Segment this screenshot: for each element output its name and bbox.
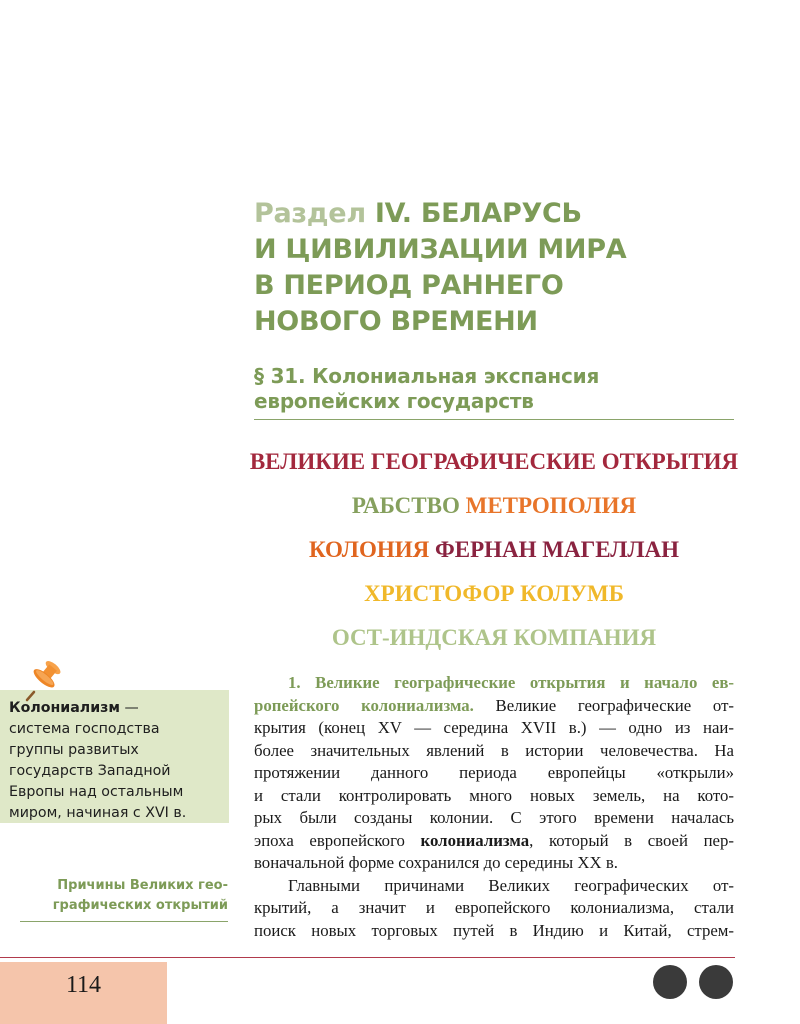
section-title — [254, 196, 734, 340]
bold-term-colonialism: колониализма — [420, 830, 530, 850]
body-line-1: 1. Великие географические открытия и начало ев- — [288, 673, 734, 692]
paragraph-title-line-1: § 31. Колониальная экспансия — [254, 364, 600, 388]
margin-note-divider — [20, 921, 228, 922]
keyword-east-india-company: ОСТ-ИНДСКАЯ КОМПАНИЯ — [331, 625, 657, 650]
paragraph-title-line-2: европейских государств — [254, 389, 534, 413]
footer-dot-icon-2 — [699, 965, 733, 999]
footer-divider — [0, 957, 735, 958]
keywords-row-5 — [248, 616, 740, 660]
keywords-row-3 — [248, 528, 740, 572]
section-prefix: Раздел — [254, 198, 366, 229]
keyword-great-discoveries: ВЕЛИКИЕ ГЕОГРАФИЧЕСКИЕ ОТКРЫТИЯ — [249, 449, 739, 474]
footer-dot-icon-1 — [653, 965, 687, 999]
body-line-8-end: , который в своей пер- — [529, 830, 734, 850]
definition-dash: — — [119, 700, 139, 716]
definition-line-6: миром, начиная с XVI в. — [9, 805, 187, 821]
section-number: IV. БЕЛАРУСЬ — [374, 198, 582, 229]
definition-term: Колониализм — [9, 700, 120, 716]
definition-line-1 — [9, 698, 224, 719]
keywords-row-4 — [248, 572, 740, 616]
push-pin-icon — [22, 656, 68, 702]
body-line-6: и стали контролировать много новых земель, на кото- — [254, 785, 734, 805]
body-text — [254, 672, 734, 942]
keyword-slavery: РАБСТВО — [351, 493, 460, 518]
section-title-line-2: И ЦИВИЛИЗАЦИИ МИРА — [254, 234, 627, 265]
keywords-block — [248, 440, 740, 660]
page-number: 114 — [65, 972, 102, 998]
margin-note-line-1: Причины Великих гео- — [57, 878, 228, 893]
definition-line-3: группы развитых — [9, 742, 139, 758]
keyword-colony: КОЛОНИЯ — [308, 537, 430, 562]
body-line-11: крытий, а значит и европейского колониализма, стали — [254, 898, 734, 917]
section-title-line-3: В ПЕРИОД РАННЕГО — [254, 270, 564, 301]
keywords-row-1 — [248, 440, 740, 484]
keywords-row-2 — [248, 484, 740, 528]
body-line-9: воначальной форме сохранился до середины XX в. — [254, 853, 618, 872]
keyword-magellan: ФЕРНАН МАГЕЛЛАН — [434, 537, 680, 562]
body-line-8-start: эпоха европейского — [254, 830, 421, 850]
body-line-8 — [254, 830, 734, 853]
body-line-5: протяжении данного периода европейцы «открыли» — [254, 763, 734, 782]
section-title-line-4: НОВОГО ВРЕМЕНИ — [254, 306, 538, 337]
body-line-10: Главными причинами Великих географических от- — [288, 875, 734, 895]
title-divider — [254, 419, 734, 420]
body-line-7: рых были созданы колонии. С этого времени началась — [254, 808, 734, 827]
margin-note-line-2: графических открытий — [52, 898, 228, 913]
body-line-2-text: Великие географические от- — [473, 695, 735, 715]
body-line-12: поиск новых торговых путей в Индию и Китай, стрем- — [254, 920, 734, 940]
definition-line-2: система господства — [9, 721, 160, 737]
section-title-line-1 — [254, 196, 734, 232]
keyword-metropolis: МЕТРОПОЛИЯ — [465, 493, 637, 518]
body-line-4: более значительных явлений в истории человечества. На — [254, 740, 734, 760]
keyword-columbus: ХРИСТОФОР КОЛУМБ — [364, 581, 624, 606]
paragraph-title — [254, 364, 734, 414]
definition-line-5: Европы над остальным — [9, 784, 184, 800]
definition-line-4: государств Западной — [9, 763, 171, 779]
margin-note — [20, 876, 228, 916]
definition-text — [9, 698, 224, 824]
body-line-3: крытия (конец XV — середина XVII в.) — одно из наи- — [254, 718, 734, 737]
body-line-2 — [254, 695, 734, 718]
subhead-tail: ропейского колониализма. — [254, 695, 474, 715]
